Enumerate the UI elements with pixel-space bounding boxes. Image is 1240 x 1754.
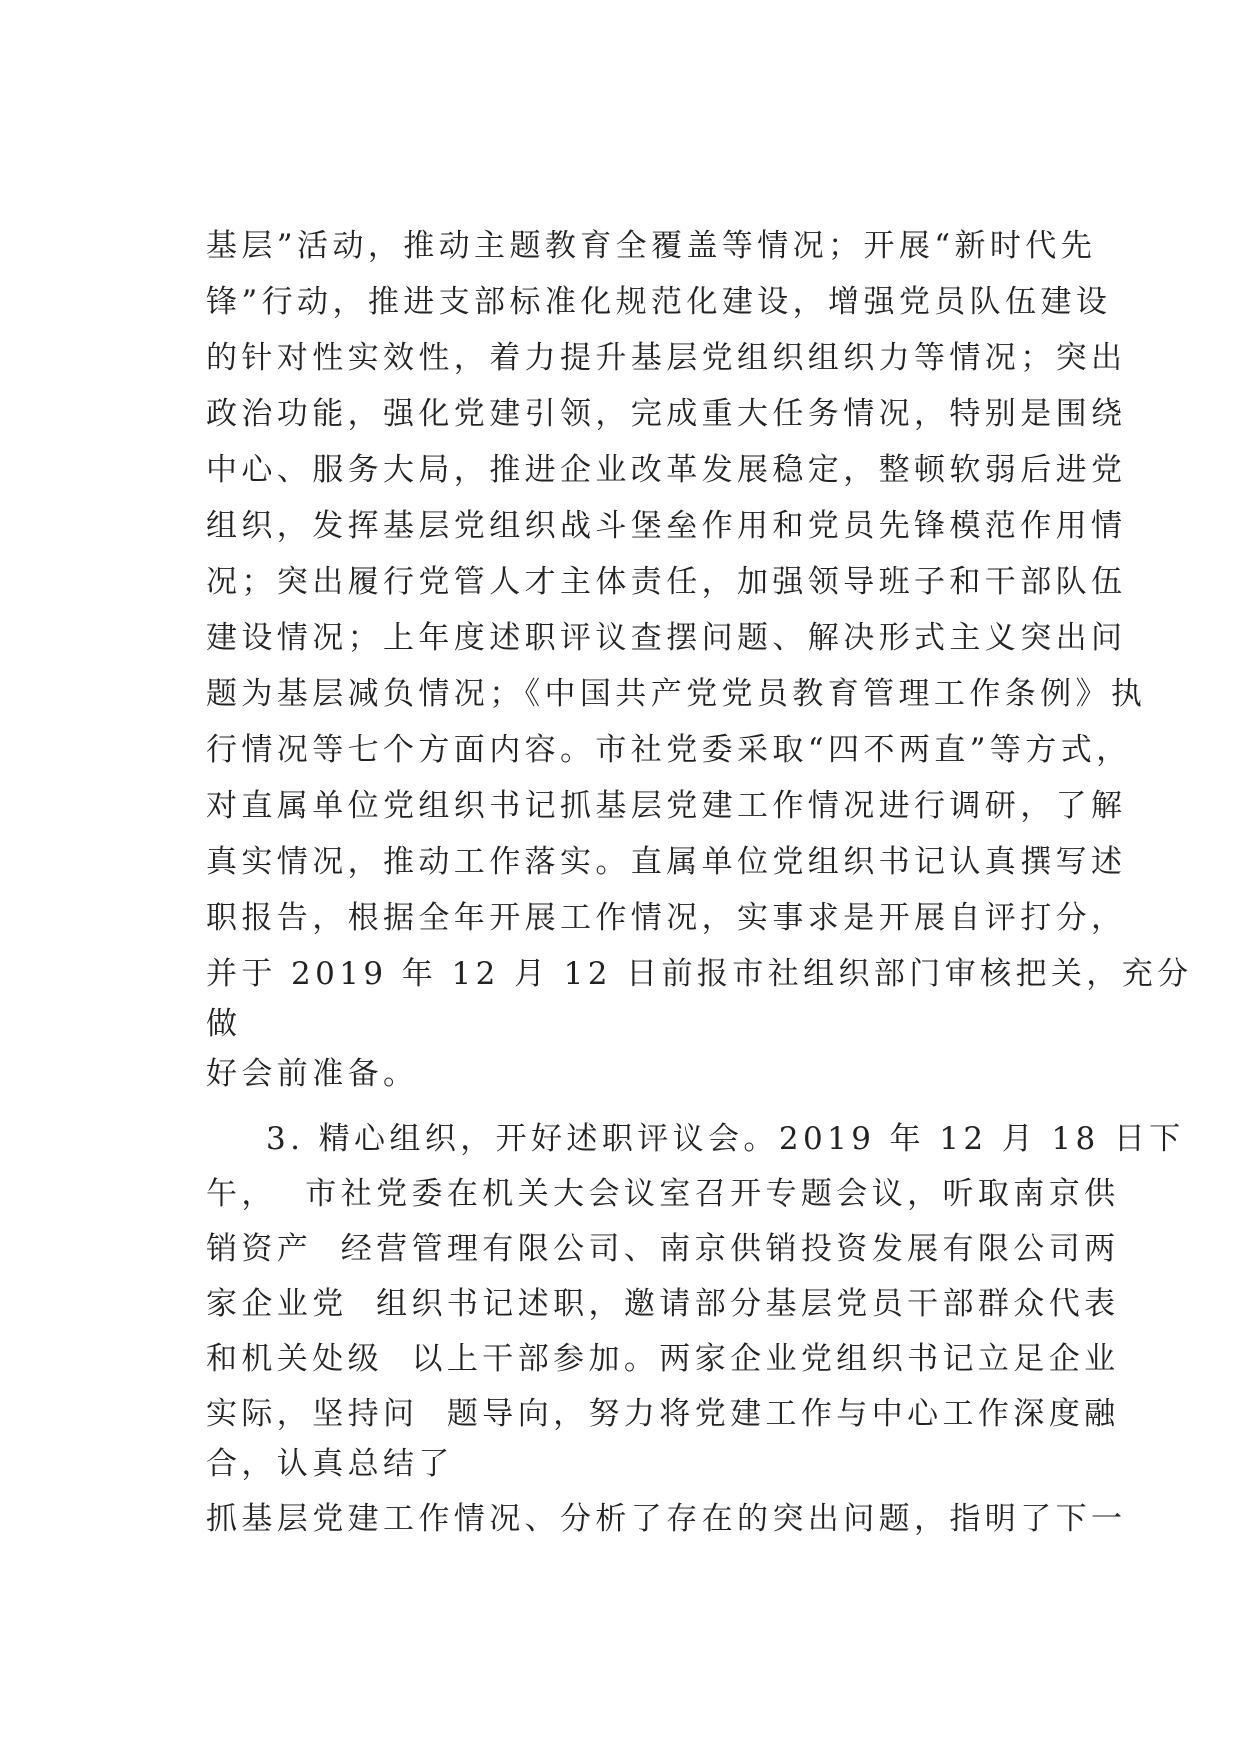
text-line: 合，认真总结了 (206, 1446, 454, 1482)
text-line: 家企业党 组织书记述职，邀请部分基层党员干部群众代表 (206, 1286, 1120, 1322)
text-line: 并于 2019 年 12 月 12 日前报市社组织部门审核把关，充分 (206, 956, 1193, 992)
text-line: 午， 市社党委在机关大会议室召开专题会议，听取南京供 (206, 1176, 1120, 1212)
text-line: 基层”活动，推动主题教育全覆盖等情况；开展“新时代先 (206, 228, 1097, 264)
text-line: 好会前准备。 (206, 1056, 419, 1092)
paragraph-first-line: 3. 精心组织，开好述职评议会。2019 年 12 月 18 日下 (266, 1121, 1185, 1157)
text-line: 锋”行动，推进支部标准化规范化建设，增强党员队伍建设 (206, 284, 1112, 320)
text-line: 做 (206, 1006, 242, 1042)
text-line: 和机关处级 以上干部参加。两家企业党组织书记立足企业 (206, 1341, 1120, 1377)
text-line: 建设情况；上年度述职评议查摆问题、解决形式主义突出问 (206, 620, 1127, 656)
text-line: 实际，坚持问 题导向，努力将党建工作与中心工作深度融 (206, 1396, 1120, 1432)
text-line: 行情况等七个方面内容。市社党委采取“四不两直”等方式， (206, 732, 1132, 768)
text-line: 销资产 经营管理有限公司、南京供销投资发展有限公司两 (206, 1231, 1120, 1267)
text-line: 抓基层党建工作情况、分析了存在的突出问题，指明了下一 (206, 1501, 1127, 1537)
text-line: 组织，发挥基层党组织战斗堡垒作用和党员先锋模范作用情 (206, 508, 1127, 544)
text-line: 的针对性实效性，着力提升基层党组织组织力等情况；突出 (206, 340, 1127, 376)
text-line: 题为基层减负情况；《中国共产党党员教育管理工作条例》执 (206, 676, 1147, 712)
text-line: 对直属单位党组织书记抓基层党建工作情况进行调研，了解 (206, 788, 1127, 824)
text-line: 真实情况，推动工作落实。直属单位党组织书记认真撰写述 (206, 844, 1127, 880)
text-line: 况；突出履行党管人才主体责任，加强领导班子和干部队伍 (206, 564, 1127, 600)
text-line: 职报告，根据全年开展工作情况，实事求是开展自评打分， (206, 900, 1127, 936)
text-line: 中心、服务大局，推进企业改革发展稳定，整顿软弱后进党 (206, 452, 1127, 488)
text-line: 政治功能，强化党建引领，完成重大任务情况，特别是围绕 (206, 396, 1127, 432)
